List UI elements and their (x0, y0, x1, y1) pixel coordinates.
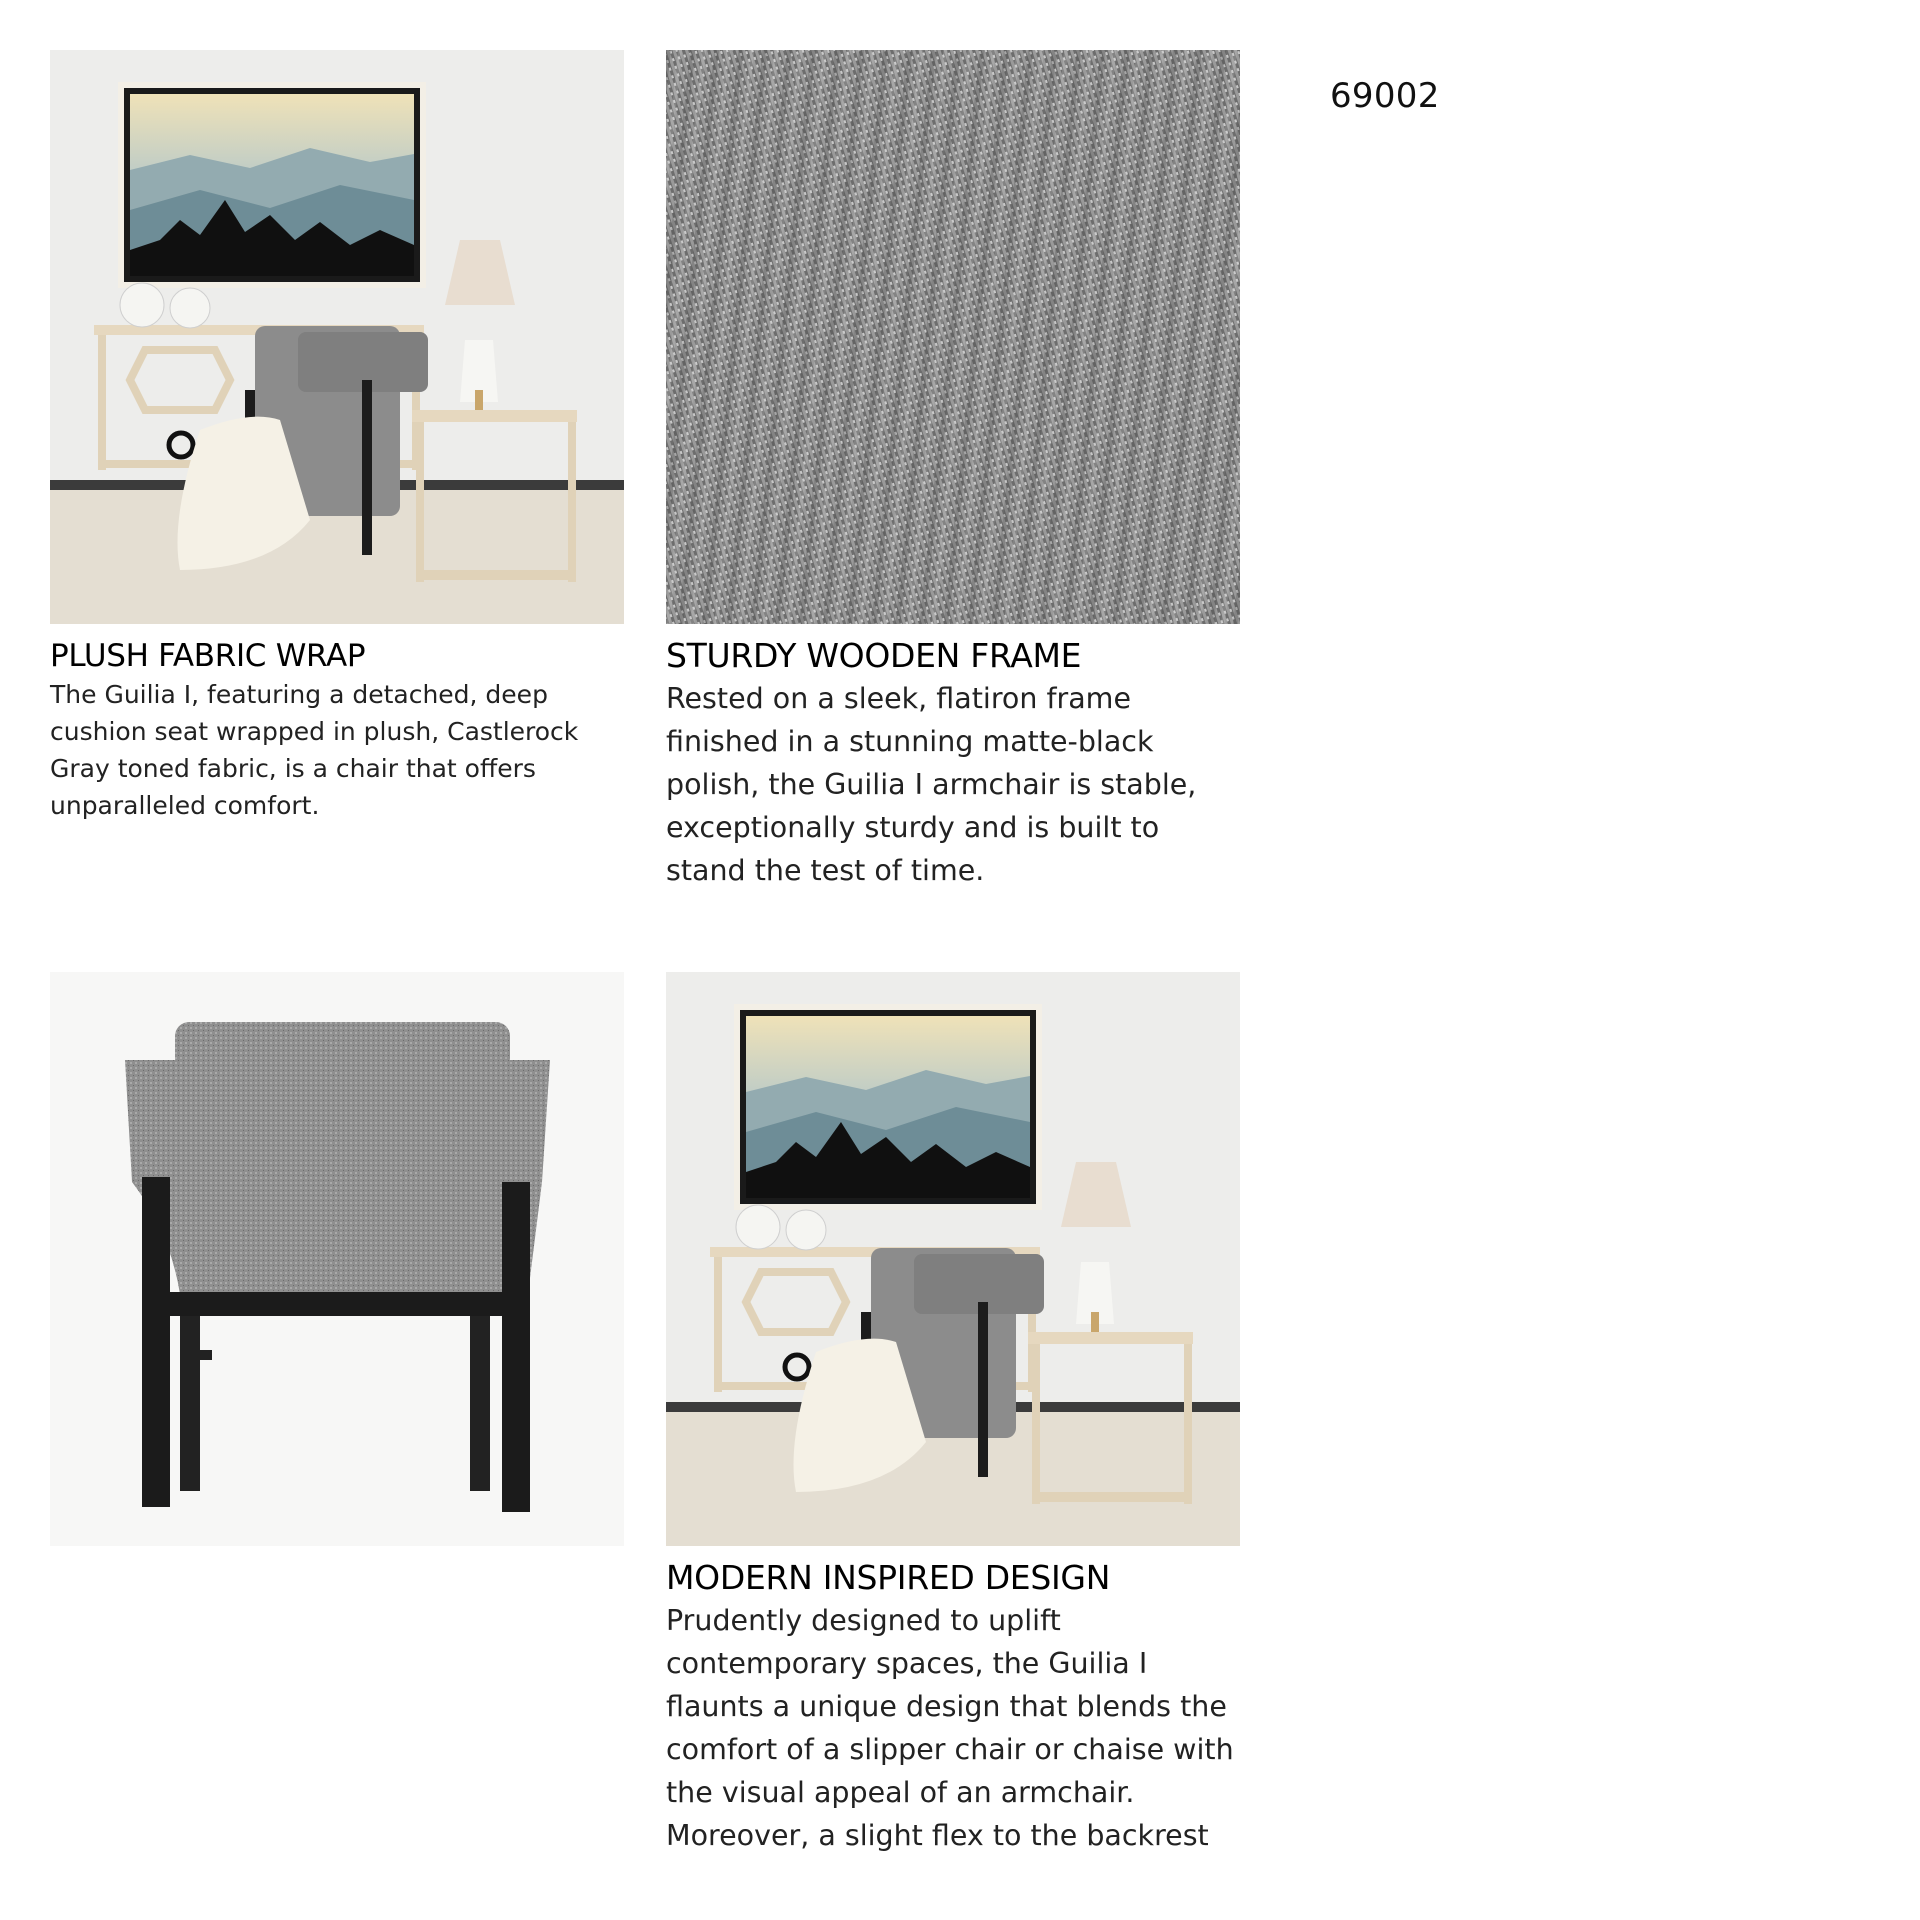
feature-description: The Guilia I, featuring a detached, deep cushion seat wrapped in plush, Castlerock Gray toned fabric, is a chair that offers unparalleled comfort. (50, 680, 579, 820)
room-scene-illustration (50, 50, 624, 624)
feature-description: Prudently designed to uplift contemporary spaces, the Guilia I flaunts a unique design that blends the comfort of a slipper chair or chaise with the visual appeal of an armchair. Moreover, a slight flex to the backrest (666, 1604, 1234, 1852)
room-scene-photo-2 (666, 972, 1240, 1546)
feature-title: PLUSH FABRIC WRAP (50, 638, 366, 674)
room-scene-photo (50, 50, 624, 624)
chair-back-illustration (50, 972, 624, 1546)
fabric-swatch-photo (666, 50, 1240, 624)
chair-back-view-photo (50, 972, 624, 1546)
fabric-texture (666, 50, 1240, 624)
feature-title: MODERN INSPIRED DESIGN (666, 1558, 1111, 1597)
product-sku: 69002 (1330, 76, 1440, 116)
feature-title: STURDY WOODEN FRAME (666, 636, 1082, 675)
feature-sturdy-wooden-frame (666, 636, 1240, 892)
feature-plush-fabric-wrap (50, 638, 624, 824)
room-scene-illustration-2 (666, 972, 1240, 1546)
feature-modern-inspired-design (666, 1558, 1240, 1857)
feature-description: Rested on a sleek, flatiron frame finished in a stunning matte-black polish, the Guilia I armchair is stable, exceptionally sturdy and is built to stand the test of time. (666, 682, 1197, 887)
